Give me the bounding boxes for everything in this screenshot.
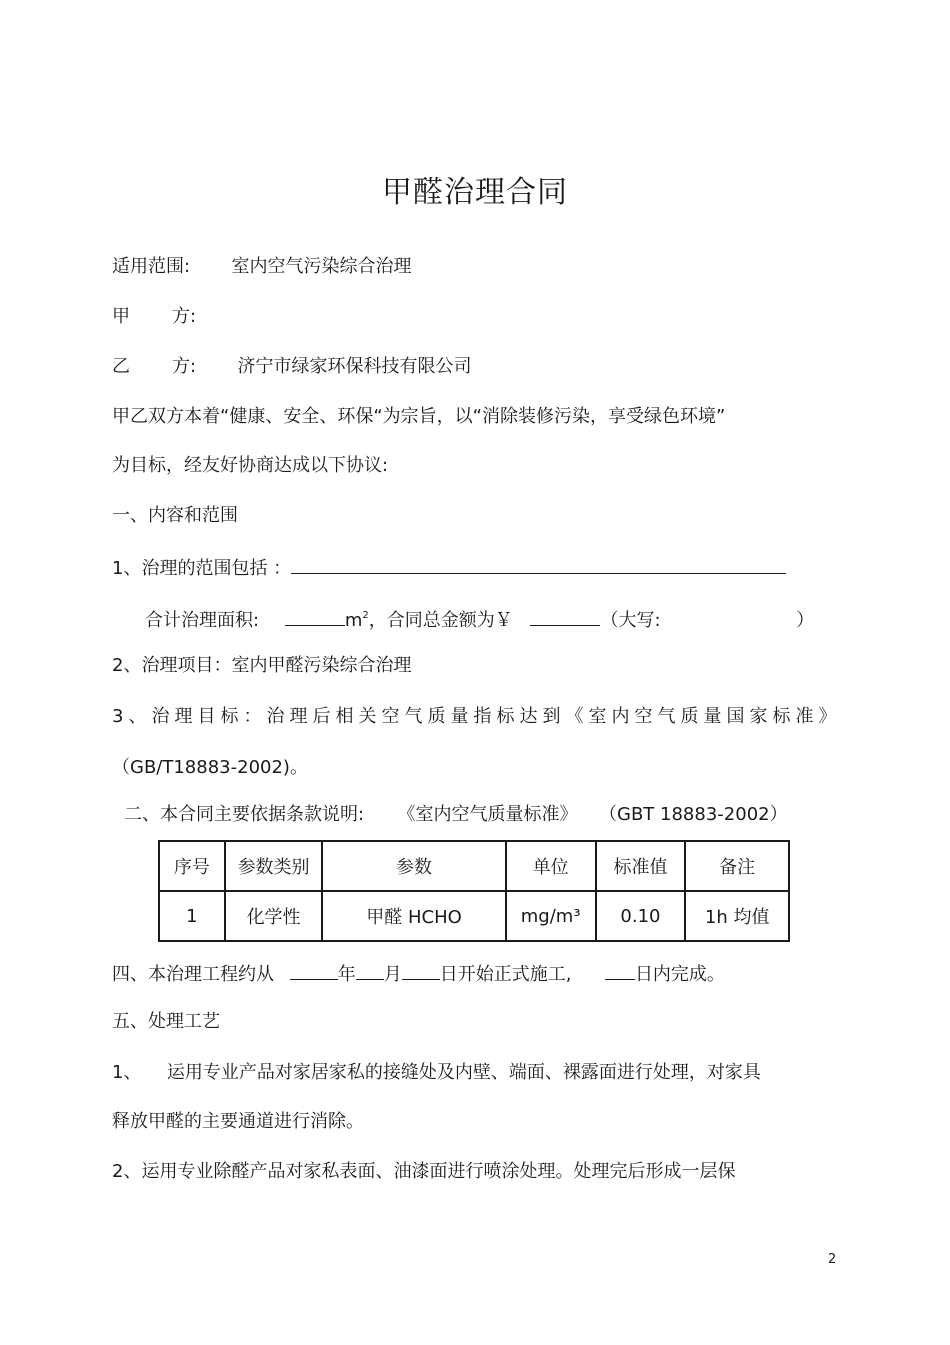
section2-heading: 二、本合同主要依据条款说明:: [124, 804, 365, 825]
party-a-row: [112, 305, 196, 329]
page-number: 2: [828, 1252, 837, 1267]
days-done-label: 日内完成。: [634, 964, 725, 985]
scope-blank-line: [291, 554, 786, 574]
section4-prefix: 四、本治理工程约从: [112, 964, 274, 985]
party-b-row: [112, 355, 472, 379]
party-b-label-1: 乙: [112, 356, 130, 377]
parameters-table: [158, 840, 790, 942]
section5-item1-text: 运用专业产品对家居家私的接缝处及内壁、端面、裸露面进行处理，对家具: [166, 1062, 761, 1083]
capital-close: ）: [796, 610, 815, 631]
table-header-cell: 序号: [159, 841, 225, 891]
party-b-value: 济宁市绿家环保科技有限公司: [237, 356, 472, 377]
item1-label: 1、治理的范围包括 ：: [112, 558, 292, 579]
section2-code: （GBT 18883-2002）: [599, 804, 788, 825]
area-unit-sup: 2: [362, 610, 369, 621]
year-label: 年: [337, 964, 356, 985]
table-header-cell: 参数类别: [225, 841, 323, 891]
table-header-cell: 标准值: [596, 841, 686, 891]
section5-item2-line1: 2、运用专业除醛产品对家私表面、油漆面进行喷涂处理。处理完后形成一层保: [112, 1161, 736, 1182]
section1-item2: 2、治理项目：室内甲醛污染综合治理: [112, 655, 412, 676]
amount-label: ，合同总金额为￥: [368, 610, 513, 631]
table-cell: 化学性: [225, 891, 323, 941]
days-blank: [605, 960, 635, 980]
section1-item3-line2: （GB/T18883-2002)。: [112, 757, 308, 778]
intro-line-2: 为目标，经友好协商达成以下协议:: [112, 455, 389, 476]
page-title: 甲醛治理合同: [382, 175, 568, 210]
table-cell: 1: [159, 891, 225, 941]
party-a-label-1: 甲: [112, 306, 130, 327]
section5-heading: 五、处理工艺: [112, 1011, 220, 1032]
party-a-label-2: 方:: [172, 306, 197, 327]
section2-row: [124, 803, 788, 827]
table-cell: 0.10: [596, 891, 686, 941]
table-header-cell: 参数: [322, 841, 505, 891]
section5-item1-line1: [112, 1061, 761, 1085]
scope-value: 室内空气污染综合治理: [231, 256, 412, 277]
table-header-cell: 单位: [506, 841, 596, 891]
intro-line-1: 甲乙双方本着“健康、安全、环保“为宗旨，以“消除装修污染，享受绿色环境”: [112, 406, 726, 427]
month-label: 月: [383, 964, 402, 985]
capital-open: （大写:: [600, 610, 661, 631]
area-unit: m: [344, 610, 363, 631]
section4-row: [112, 960, 725, 987]
table-row: [159, 891, 789, 941]
area-label: 合计治理面积:: [145, 610, 260, 631]
year-blank: [290, 960, 338, 980]
month-blank: [356, 960, 384, 980]
table-cell: mg/m³: [506, 891, 596, 941]
section2-standard: 《室内空气质量标准》: [397, 804, 578, 825]
day-start-label: 日开始正式施工,: [439, 964, 572, 985]
section1-item1: [112, 554, 786, 581]
area-blank: [285, 606, 345, 626]
scope-label: 适用范围:: [112, 256, 191, 277]
scope-row: [112, 255, 412, 279]
table-header-row: [159, 841, 789, 891]
amount-blank: [530, 606, 600, 626]
table-cell: 甲醛 HCHO: [322, 891, 505, 941]
area-amount-row: [145, 604, 814, 633]
section5-item1-num: 1、: [112, 1062, 142, 1083]
table-header-cell: 备注: [685, 841, 789, 891]
party-b-label-2: 方:: [172, 356, 197, 377]
day-blank: [402, 960, 440, 980]
section5-item1-line2: 释放甲醛的主要通道进行消除。: [112, 1111, 364, 1132]
section1-item3-line1: 3、治理目标：治理后相关空气质量指标达到《室内空气质量国家标准》: [112, 706, 842, 727]
table-cell: 1h 均值: [685, 891, 789, 941]
section1-heading: 一、内容和范围: [112, 505, 238, 526]
